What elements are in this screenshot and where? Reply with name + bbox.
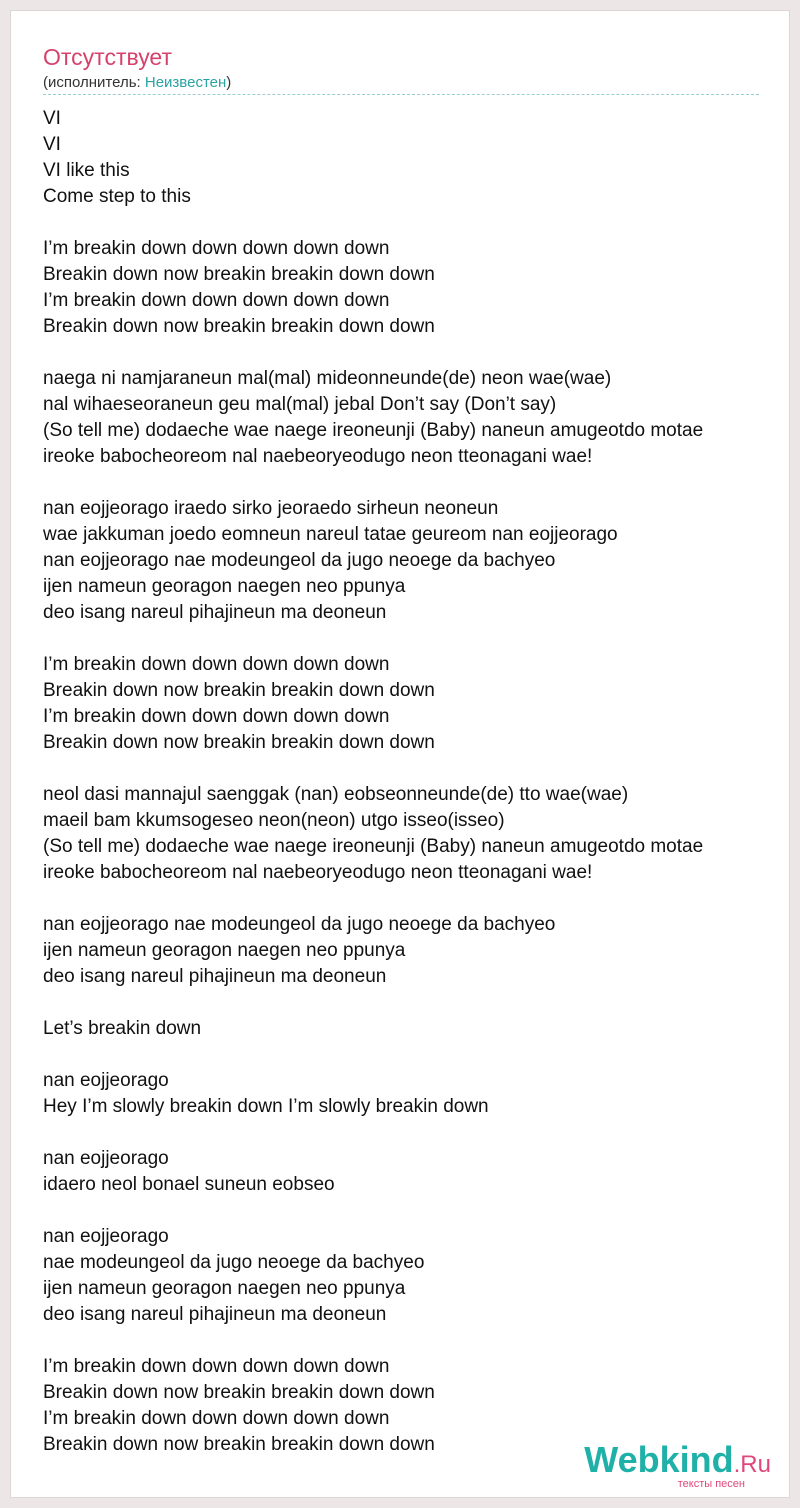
site-logo[interactable] bbox=[571, 1441, 771, 1491]
lyrics-text bbox=[43, 106, 759, 1458]
lyric-line: nan eojjeorago bbox=[43, 1070, 169, 1091]
lyric-line bbox=[43, 1042, 759, 1068]
lyric-line: nan eojjeorago nae modeungeol da jugo neoege da bachyeo bbox=[43, 550, 556, 571]
lyric-line: Breakin down now breakin breakin down down bbox=[43, 1382, 435, 1403]
lyric-line: nan eojjeorago bbox=[43, 1226, 169, 1247]
lyric-line bbox=[43, 210, 759, 236]
lyric-line: Breakin down now breakin breakin down down bbox=[43, 680, 435, 701]
lyric-line bbox=[43, 1120, 759, 1146]
lyric-line: neol dasi mannajul saenggak (nan) eobseonneunde(de) tto wae(wae) bbox=[43, 784, 629, 805]
lyric-line: nan eojjeorago nae modeungeol da jugo neoege da bachyeo bbox=[43, 914, 556, 935]
lyric-line bbox=[43, 626, 759, 652]
lyric-line: nae modeungeol da jugo neoege da bachyeo bbox=[43, 1252, 425, 1273]
lyric-line: ijen nameun georagon naegen neo ppunya bbox=[43, 576, 406, 597]
lyric-line bbox=[43, 340, 759, 366]
lyric-line: I’m breakin down down down down down bbox=[43, 290, 390, 311]
artist-line bbox=[43, 73, 231, 93]
lyric-line: nan eojjeorago bbox=[43, 1148, 169, 1169]
artist-prefix: (исполнитель: bbox=[43, 74, 145, 91]
lyric-line: ireoke babocheoreom nal naebeoryeodugo neon tteonagani wae! bbox=[43, 446, 593, 467]
lyric-line: wae jakkuman joedo eomneun nareul tatae geureom nan eojjeorago bbox=[43, 524, 618, 545]
lyric-line: ireoke babocheoreom nal naebeoryeodugo neon tteonagani wae! bbox=[43, 862, 593, 883]
lyric-line: Let’s breakin down bbox=[43, 1018, 202, 1039]
lyric-line: VI bbox=[43, 108, 61, 129]
lyric-line: VI bbox=[43, 134, 61, 155]
lyric-line: nal wihaeseoraneun geu mal(mal) jebal Don’t say (Don’t say) bbox=[43, 394, 557, 415]
lyric-line: I’m breakin down down down down down bbox=[43, 706, 390, 727]
lyric-line: deo isang nareul pihajineun ma deoneun bbox=[43, 966, 387, 987]
lyric-line: Breakin down now breakin breakin down down bbox=[43, 316, 435, 337]
lyric-line bbox=[43, 1328, 759, 1354]
logo-wordmark: Webkind.Ru bbox=[584, 1439, 771, 1480]
lyric-line: maeil bam kkumsogeseo neon(neon) utgo isseo(isseo) bbox=[43, 810, 505, 831]
lyric-line: Come step to this bbox=[43, 186, 191, 207]
lyric-line: I’m breakin down down down down down bbox=[43, 654, 390, 675]
lyric-line bbox=[43, 756, 759, 782]
lyric-line bbox=[43, 470, 759, 496]
lyric-line: naega ni namjaraneun mal(mal) mideonneunde(de) neon wae(wae) bbox=[43, 368, 612, 389]
lyric-line: VI like this bbox=[43, 160, 130, 181]
lyric-line bbox=[43, 886, 759, 912]
lyric-line bbox=[43, 990, 759, 1016]
lyric-line: Breakin down now breakin breakin down down bbox=[43, 1434, 435, 1455]
lyric-line: Hey I’m slowly breakin down I’m slowly breakin down bbox=[43, 1096, 489, 1117]
lyric-line: ijen nameun georagon naegen neo ppunya bbox=[43, 1278, 406, 1299]
lyric-line: idaero neol bonael suneun eobseo bbox=[43, 1174, 335, 1195]
logo-tagline: тексты песен bbox=[677, 1478, 745, 1490]
lyric-line: I’m breakin down down down down down bbox=[43, 238, 390, 259]
lyric-line: I’m breakin down down down down down bbox=[43, 1408, 390, 1429]
song-title: Отсутствует bbox=[43, 44, 172, 70]
lyric-line: Breakin down now breakin breakin down down bbox=[43, 732, 435, 753]
header-divider bbox=[43, 94, 759, 95]
lyric-line: deo isang nareul pihajineun ma deoneun bbox=[43, 1304, 387, 1325]
lyric-line: ijen nameun georagon naegen neo ppunya bbox=[43, 940, 406, 961]
lyric-line: (So tell me) dodaeche wae naege ireoneunji (Baby) naneun amugeotdo motae bbox=[43, 836, 704, 857]
lyric-line: Breakin down now breakin breakin down down bbox=[43, 264, 435, 285]
lyric-line bbox=[43, 1198, 759, 1224]
lyric-line: nan eojjeorago iraedo sirko jeoraedo sirheun neoneun bbox=[43, 498, 499, 519]
lyric-line: deo isang nareul pihajineun ma deoneun bbox=[43, 602, 387, 623]
lyric-line: I’m breakin down down down down down bbox=[43, 1356, 390, 1377]
lyric-line: (So tell me) dodaeche wae naege ireoneunji (Baby) naneun amugeotdo motae bbox=[43, 420, 704, 441]
artist-link[interactable]: Неизвестен bbox=[144, 74, 227, 91]
lyrics-card bbox=[10, 10, 790, 1498]
artist-suffix: ) bbox=[226, 74, 232, 91]
